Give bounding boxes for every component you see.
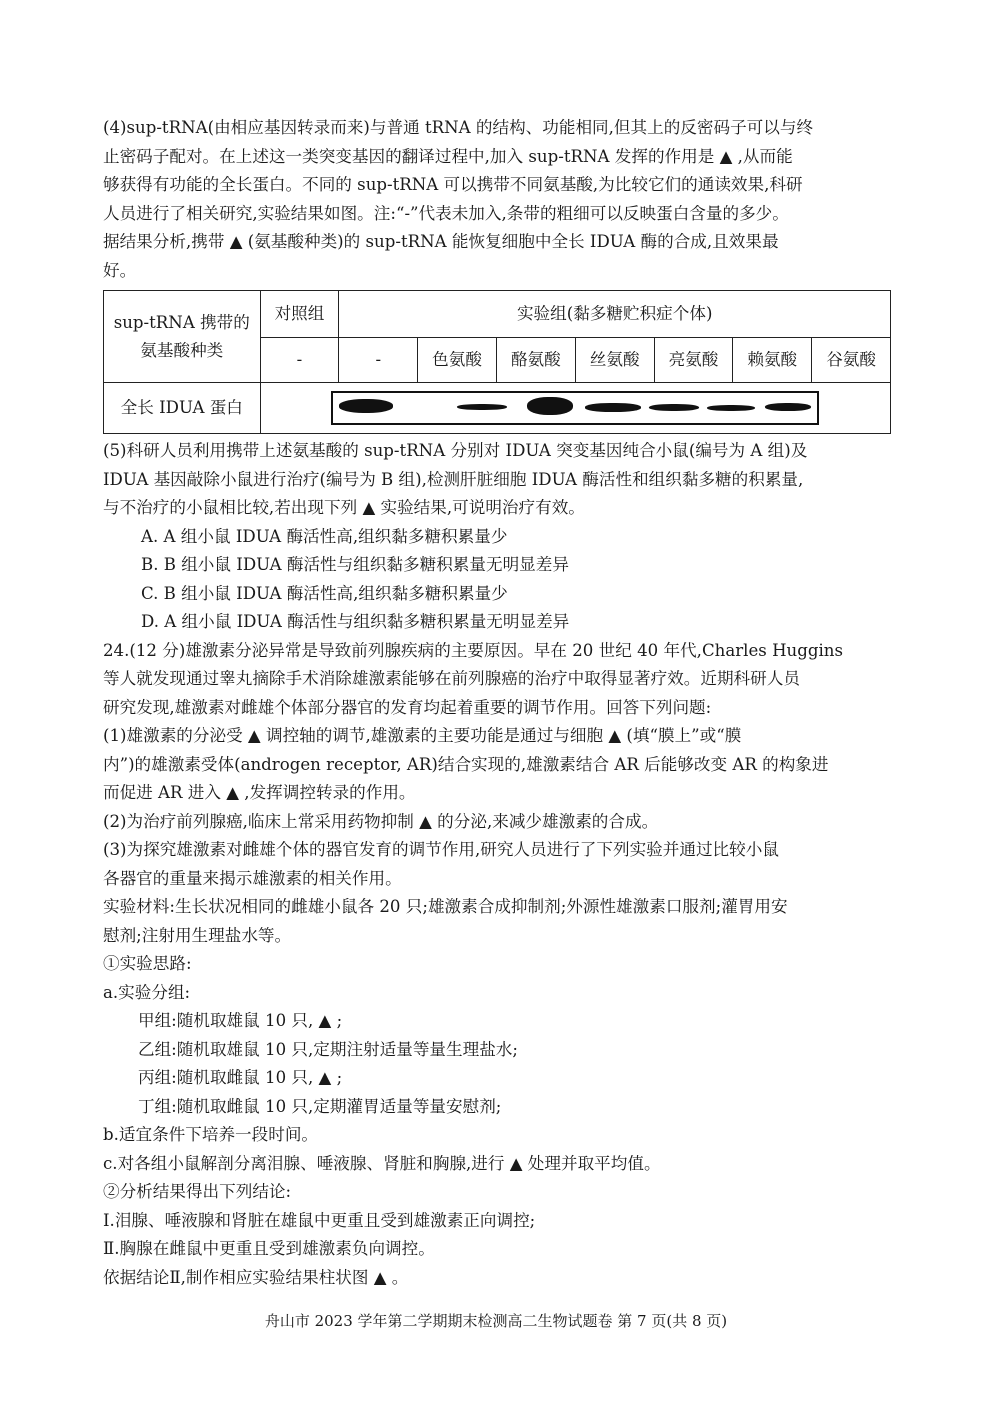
final-prompt: 依据结论Ⅱ,制作相应实验结果柱状图 ▲ 。 <box>103 1267 409 1287</box>
group-ding: 丁组:随机取雌鼠 10 只,定期灌胃适量等量安慰剂; <box>138 1096 502 1116</box>
blot-band <box>457 404 507 410</box>
option-a: A. A 组小鼠 IDUA 酶活性高,组织黏多糖积累量少 <box>141 526 508 546</box>
blot-band <box>527 397 573 415</box>
question-24 <box>103 637 893 1293</box>
row-header-amino-acid: sup-tRNA 携带的氨基酸种类 <box>104 291 261 383</box>
option-c: C. B 组小鼠 IDUA 酶活性高,组织黏多糖积累量少 <box>141 583 508 603</box>
table-cell: 亮氨酸 <box>654 338 733 383</box>
western-blot-cell <box>260 383 890 434</box>
group-jia: 甲组:随机取雄鼠 10 只, ▲ ; <box>138 1011 343 1030</box>
table-cell: - <box>339 338 418 383</box>
blot-band <box>585 403 641 412</box>
analysis-title: ②分析结果得出下列结论: <box>103 1182 292 1201</box>
text-line: 各器官的重量来揭示雄激素的相关作用。 <box>103 868 402 888</box>
grouping-title: a.实验分组: <box>103 982 191 1002</box>
table-cell: 谷氨酸 <box>812 338 891 383</box>
text-line: (5)科研人员利用携带上述氨基酸的 sup-tRNA 分别对 IDUA 突变基因纯合小鼠(编号为 A 组)及 <box>103 441 808 460</box>
text-line: 够获得有功能的全长蛋白。不同的 sup-tRNA 可以携带不同氨基酸,为比较它们的通读效果,科研 <box>103 175 803 194</box>
option-d: D. A 组小鼠 IDUA 酶活性与组织黏多糖积累量无明显差异 <box>141 612 570 631</box>
text-line: 人员进行了相关研究,实验结果如图。注:“-”代表未加入,条带的粗细可以反映蛋白含量的多少。 <box>103 203 789 223</box>
blot-band <box>649 404 699 411</box>
q23-part5 <box>103 437 893 637</box>
text-line: 据结果分析,携带 ▲ (氨基酸种类)的 sup-tRNA 能恢复细胞中全长 IDUA 酶的合成,且效果最 <box>103 232 779 251</box>
protein-row-label: 全长 IDUA 蛋白 <box>104 383 261 434</box>
text-line: 与不治疗的小鼠相比较,若出现下列 ▲ 实验结果,可说明治疗有效。 <box>103 498 585 517</box>
text-line: (4)sup-tRNA(由相应基因转录而来)与普通 tRNA 的结构、功能相同,但其上的反密码子可以与终 <box>103 118 814 137</box>
text-line: 好。 <box>103 260 137 280</box>
experiment-idea-title: ①实验思路: <box>103 954 192 973</box>
control-group-header: 对照组 <box>260 291 339 338</box>
table-cell: 酪氨酸 <box>496 338 575 383</box>
text-line: (1)雄激素的分泌受 ▲ 调控轴的调节,雄激素的主要功能是通过与细胞 ▲ (填“膜上”或“膜 <box>103 726 742 745</box>
blot-band <box>707 405 755 411</box>
text-line: (3)为探究雄激素对雌雄个体的器官发育的调节作用,研究人员进行了下列实验并通过比较小鼠 <box>103 840 779 859</box>
text-line: IDUA 基因敲除小鼠进行治疗(编号为 B 组),检测肝脏细胞 IDUA 酶活性和组织黏多糖的积累量, <box>103 469 804 489</box>
group-yi: 乙组:随机取雄鼠 10 只,定期注射适量等量生理盐水; <box>138 1039 518 1059</box>
page-footer: 舟山市 2023 学年第二学期期末检测高二生物试题卷 第 7 页(共 8 页) <box>264 1312 728 1330</box>
step-b: b.适宜条件下培养一段时间。 <box>103 1125 319 1144</box>
step-c: c.对各组小鼠解剖分离泪腺、唾液腺、肾脏和胸腺,进行 ▲ 处理并取平均值。 <box>103 1153 661 1173</box>
table-cell: 赖氨酸 <box>733 338 812 383</box>
text-line: 内”)的雄激素受体(androgen receptor, AR)结合实现的,雄激素结合 AR 后能够改变 AR 的构象进 <box>103 754 829 774</box>
conclusion-2: Ⅱ.胸腺在雌鼠中更重且受到雄激素负向调控。 <box>103 1239 435 1258</box>
text-line: 24.(12 分)雄激素分泌异常是导致前列腺疾病的主要原因。早在 20 世纪 40 年代,Charles Huggins <box>103 640 843 660</box>
blot-band <box>765 403 811 411</box>
text-line: 止密码子配对。在上述这一类突变基因的翻译过程中,加入 sup-tRNA 发挥的作用是 ▲ ,从而能 <box>103 146 793 166</box>
option-b: B. B 组小鼠 IDUA 酶活性与组织黏多糖积累量无明显差异 <box>141 555 569 574</box>
text-line: 等人就发现通过睾丸摘除手术消除雄激素能够在前列腺癌的治疗中取得显著疗效。近期科研人员 <box>103 669 800 688</box>
q23-part4 <box>103 114 893 285</box>
table-cell: - <box>260 338 339 383</box>
text-line: 研究发现,雄激素对雌雄个体部分器官的发育均起着重要的调节作用。回答下列问题: <box>103 697 712 717</box>
text-line: 慰剂;注射用生理盐水等。 <box>103 925 292 945</box>
text-line: (2)为治疗前列腺癌,临床上常采用药物抑制 ▲ 的分泌,来减少雄激素的合成。 <box>103 811 659 831</box>
conclusion-1: Ⅰ.泪腺、唾液腺和肾脏在雄鼠中更重且受到雄激素正向调控; <box>103 1210 536 1230</box>
text-line: 实验材料:生长状况相同的雌雄小鼠各 20 只;雄激素合成抑制剂;外源性雄激素口服剂;灌胃用安 <box>103 897 788 916</box>
table-cell: 丝氨酸 <box>575 338 654 383</box>
text-line: 而促进 AR 进入 ▲ ,发挥调控转录的作用。 <box>103 783 416 802</box>
page-content <box>103 114 893 1292</box>
western-blot-image <box>331 391 819 425</box>
experiment-table <box>103 290 891 434</box>
blot-band <box>339 399 393 413</box>
group-bing: 丙组:随机取雌鼠 10 只, ▲ ; <box>138 1068 343 1087</box>
table-cell: 色氨酸 <box>418 338 497 383</box>
experimental-group-header: 实验组(黏多糖贮积症个体) <box>339 291 891 338</box>
